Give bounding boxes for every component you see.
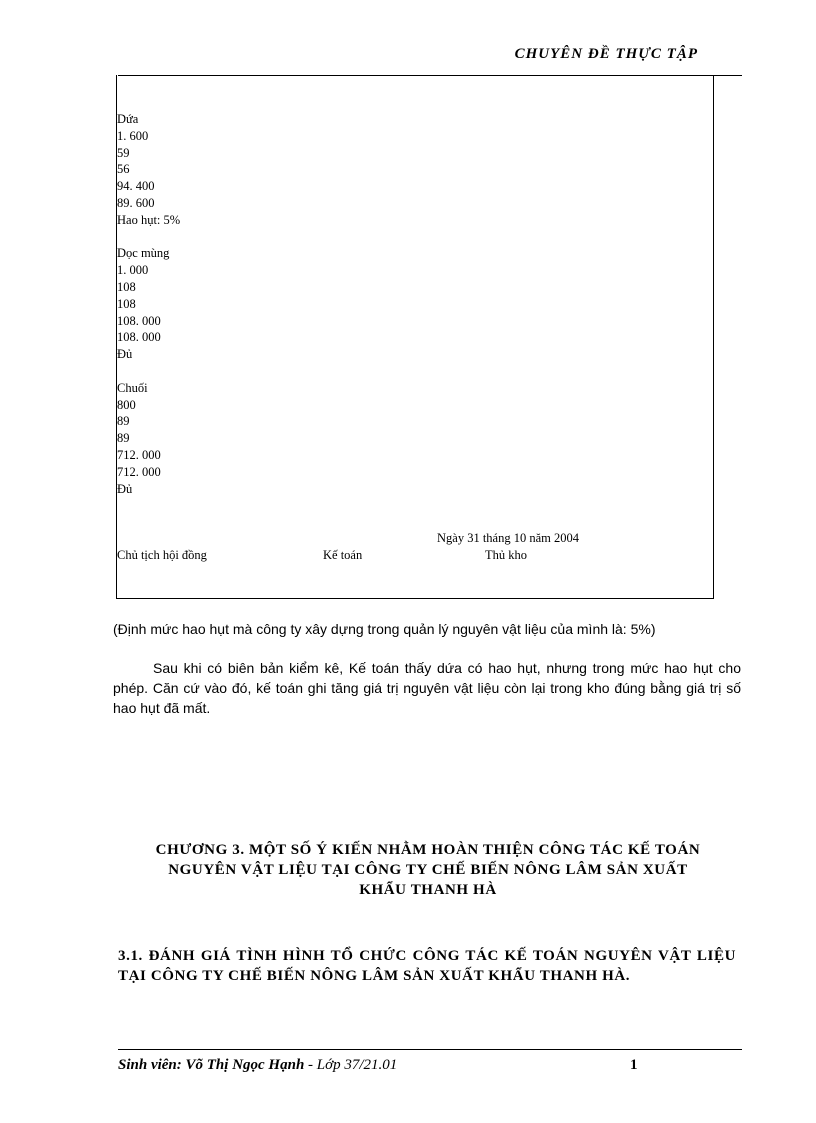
signature-date: Ngày 31 tháng 10 năm 2004 xyxy=(437,531,579,545)
table-line: 1. 000 xyxy=(117,263,149,278)
signature-storekeeper: Thủ kho xyxy=(485,548,528,562)
paragraph-text: Sau khi có biên bản kiểm kê, Kế toán thấy dứa có hao hụt, nhưng trong mức hao hụt cho phép. Căn cứ vào đó, kế toán ghi tăng giá trị nguyên vật liệu còn lại trong kho đúng bằng giá trị số hao hụt đã mất. xyxy=(113,660,741,716)
chapter-line-2: NGUYÊN VẬT LIỆU TẠI CÔNG TY CHẾ BIẾN NÔNG LÂM SẢN XUẤT xyxy=(168,862,688,878)
chapter-heading xyxy=(118,840,738,900)
page-number: 1 xyxy=(630,1057,638,1073)
table-line: 108 xyxy=(117,279,136,294)
table-line: Dứa xyxy=(117,112,139,126)
table-line: 89 xyxy=(117,431,130,446)
signature-chairman: Chủ tịch hội đồng xyxy=(117,548,207,562)
inventory-table-box xyxy=(116,75,714,599)
footer-author xyxy=(118,1057,397,1074)
table-line xyxy=(117,363,180,380)
table-line: Dọc mùng xyxy=(117,246,170,261)
table-line: 89. 600 xyxy=(117,195,155,210)
table-line xyxy=(117,229,180,246)
footer-class: - Lớp 37/21.01 xyxy=(304,1057,398,1073)
table-line: 56 xyxy=(117,162,130,177)
table-line: 1. 600 xyxy=(117,128,149,143)
table-line: 108. 000 xyxy=(117,313,161,328)
footer-rule xyxy=(118,1049,742,1050)
table-line: 800 xyxy=(117,397,136,412)
table-line: 59 xyxy=(117,145,130,160)
table-line: Chuối xyxy=(117,380,148,395)
table-line: Đủ xyxy=(117,481,133,496)
section-heading: 3.1. ĐÁNH GIÁ TÌNH HÌNH TỔ CHỨC CÔNG TÁC KẾ TOÁN NGUYÊN VẬT LIỆU TẠI CÔNG TY CHẾ BIẾN NÔNG LÂM SẢN XUẤT KHẨU THANH HÀ. xyxy=(118,948,736,984)
inventory-lines xyxy=(117,111,180,497)
table-line: 108 xyxy=(117,296,136,311)
table-line: 712. 000 xyxy=(117,447,161,462)
chapter-line-1: CHƯƠNG 3. MỘT SỐ Ý KIẾN NHẰM HOÀN THIỆN CÔNG TÁC KẾ TOÁN xyxy=(155,842,701,858)
table-line: Hao hụt: 5% xyxy=(117,212,181,227)
page-header-title: CHUYÊN ĐỀ THỰC TẬP xyxy=(514,46,698,62)
signature-accountant: Kế toán xyxy=(323,548,363,562)
table-line: Đủ xyxy=(117,347,133,362)
table-line: 712. 000 xyxy=(117,464,161,479)
table-line: 89 xyxy=(117,414,130,429)
loss-norm-note: (Định mức hao hụt mà công ty xây dựng trong quản lý nguyên vật liệu của mình là: 5%) xyxy=(113,621,656,637)
chapter-line-3: KHẨU THANH HÀ xyxy=(359,882,497,898)
footer-student: Sinh viên: Võ Thị Ngọc Hạnh xyxy=(118,1057,305,1073)
table-line: 108. 000 xyxy=(117,330,161,345)
body-paragraph xyxy=(113,658,741,718)
table-line: 94. 400 xyxy=(117,179,155,194)
